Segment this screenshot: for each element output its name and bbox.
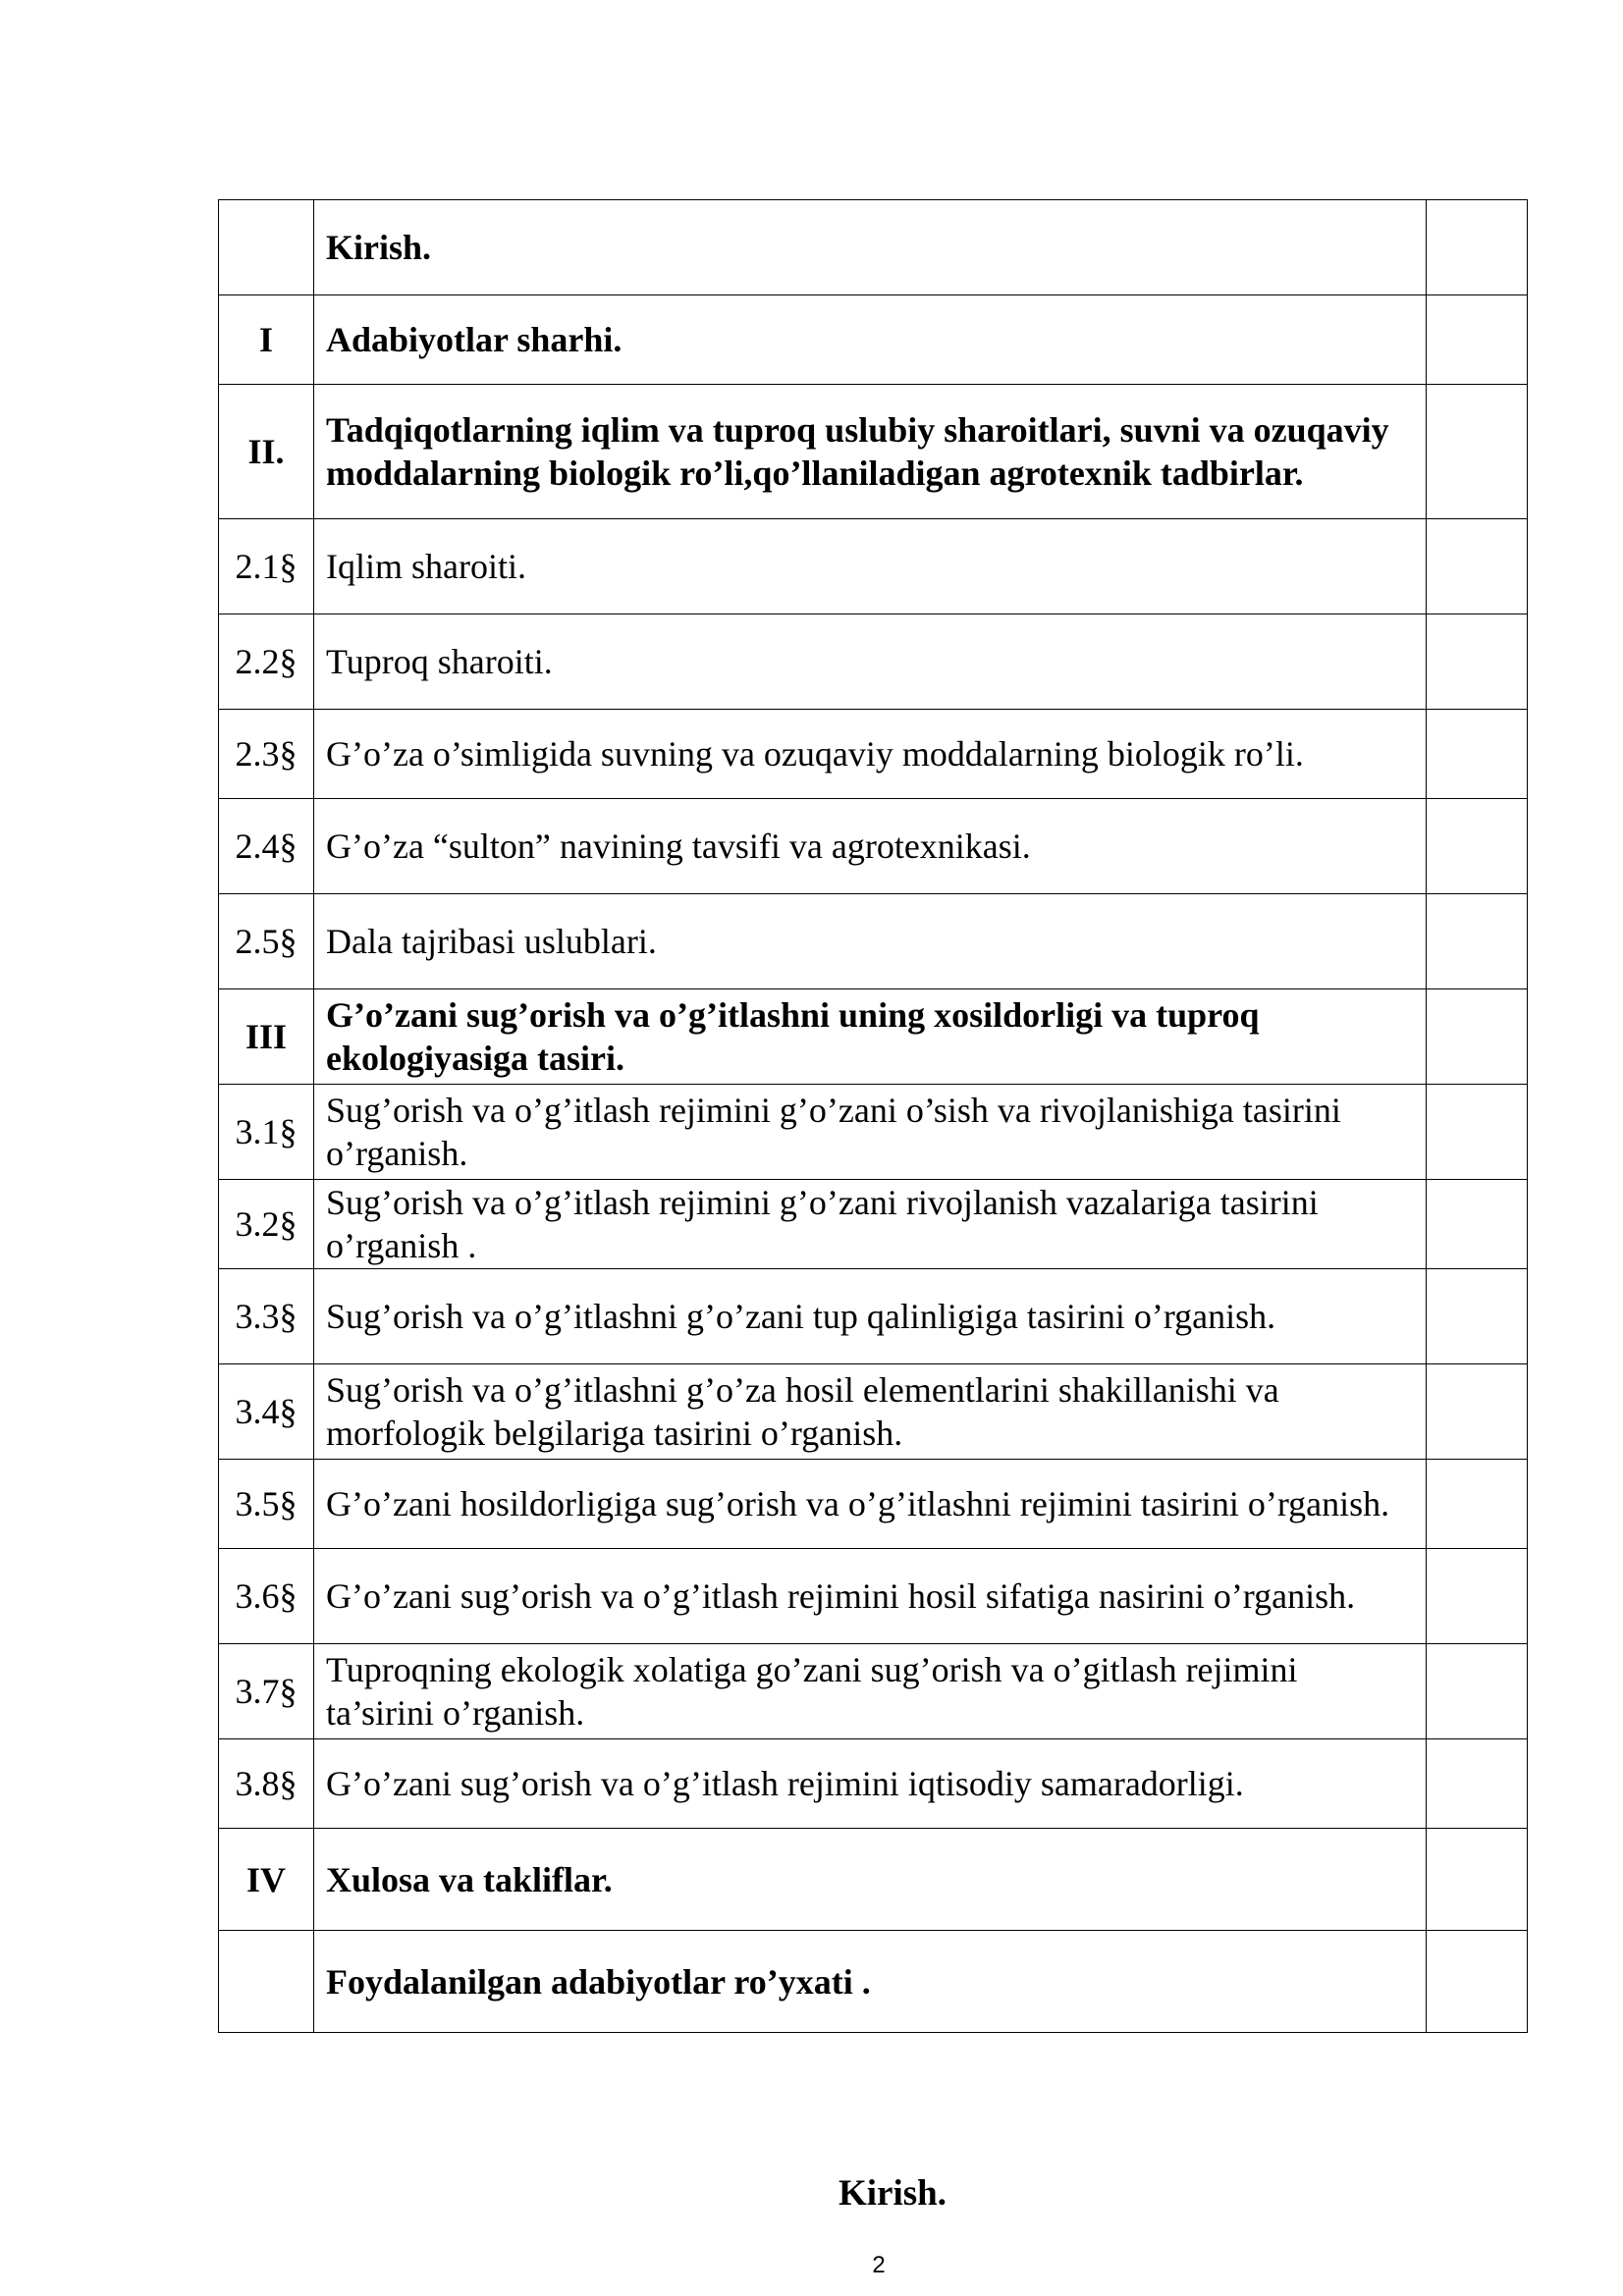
toc-row [219,894,1528,989]
toc-row [219,710,1528,799]
toc-section-number: 3.3§ [219,1269,314,1364]
toc-section-title: Foydalanilgan adabiyotlar ro’yxati . [314,1931,1427,2033]
toc-section-title: G’o’zani hosildorligiga sug’orish va o’g’itlashni rejimini tasirini o’rganish. [314,1460,1427,1549]
toc-section-number: 2.2§ [219,614,314,710]
toc-row [219,1180,1528,1269]
toc-row [219,989,1528,1085]
section-heading: Kirish. [839,2173,947,2214]
toc-page-cell [1427,385,1528,519]
toc-page-cell [1427,614,1528,710]
toc-page-cell [1427,519,1528,614]
toc-page-cell [1427,1829,1528,1931]
toc-section-title: Dala tajribasi uslublari. [314,894,1427,989]
toc-section-title: Sug’orish va o’g’itlash rejimini g’o’zani rivojlanish vazalariga tasirini o’rganish . [314,1180,1427,1269]
toc-row [219,1829,1528,1931]
toc-page-cell [1427,1460,1528,1549]
toc-page-cell [1427,1931,1528,2033]
table-of-contents [218,199,1528,2033]
toc-section-title: G’o’zani sug’orish va o’g’itlash rejimini iqtisodiy samaradorligi. [314,1739,1427,1829]
toc-section-number: 2.5§ [219,894,314,989]
toc-section-title: Kirish. [314,200,1427,295]
toc-section-title: Adabiyotlar sharhi. [314,295,1427,385]
toc-section-title: G’o’zani sug’orish va o’g’itlash rejimini hosil sifatiga nasirini o’rganish. [314,1549,1427,1644]
toc-section-title: Tuproq sharoiti. [314,614,1427,710]
toc-row [219,799,1528,894]
toc-page-cell [1427,1739,1528,1829]
toc-row [219,1549,1528,1644]
toc-section-number: III [219,989,314,1085]
toc-section-number: 2.1§ [219,519,314,614]
toc-section-number: 3.7§ [219,1644,314,1739]
toc-row [219,1644,1528,1739]
toc-page-cell [1427,1269,1528,1364]
toc-section-title: Tuproqning ekologik xolatiga go’zani sug’orish va o’gitlash rejimini ta’sirini o’rganish. [314,1644,1427,1739]
toc-section-title: G’o’za “sulton” navining tavsifi va agrotexnikasi. [314,799,1427,894]
toc-page-cell [1427,799,1528,894]
toc-row [219,1364,1528,1460]
toc-row [219,614,1528,710]
toc-section-title: Sug’orish va o’g’itlashni g’o’zani tup qalinligiga tasirini o’rganish. [314,1269,1427,1364]
toc-section-number [219,200,314,295]
toc-page-cell [1427,200,1528,295]
toc-section-title: Tadqiqotlarning iqlim va tuproq uslubiy sharoitlari, suvni va ozuqaviy moddalarning biologik ro’li,qo’llaniladigan agrotexnik tadbirlar. [314,385,1427,519]
toc-row [219,519,1528,614]
toc-page-cell [1427,710,1528,799]
toc-section-number [219,1931,314,2033]
toc-section-number: 3.5§ [219,1460,314,1549]
toc-row [219,200,1528,295]
toc-page-cell [1427,295,1528,385]
toc-page-cell [1427,1364,1528,1460]
toc-row [219,1739,1528,1829]
toc-row [219,1085,1528,1180]
toc-row [219,385,1528,519]
toc-section-title: G’o’zani sug’orish va o’g’itlashni uning xosildorligi va tuproq ekologiyasiga tasiri. [314,989,1427,1085]
toc-section-title: G’o’za o’simligida suvning va ozuqaviy moddalarning biologik ro’li. [314,710,1427,799]
toc-section-number: II. [219,385,314,519]
toc-section-title: Sug’orish va o’g’itlash rejimini g’o’zani o’sish va rivojlanishiga tasirini o’rganish. [314,1085,1427,1180]
page-number: 2 [872,2252,886,2278]
toc-section-number: 3.6§ [219,1549,314,1644]
toc-section-number: 2.3§ [219,710,314,799]
toc-page-cell [1427,1549,1528,1644]
toc-page-cell [1427,989,1528,1085]
toc-page-cell [1427,894,1528,989]
toc-section-title: Iqlim sharoiti. [314,519,1427,614]
toc-section-title: Xulosa va takliflar. [314,1829,1427,1931]
toc-page-cell [1427,1180,1528,1269]
toc-section-number: I [219,295,314,385]
toc-section-number: 3.1§ [219,1085,314,1180]
toc-section-title: Sug’orish va o’g’itlashni g’o’za hosil elementlarini shakillanishi va morfologik belgilariga tasirini o’rganish. [314,1364,1427,1460]
toc-page-cell [1427,1085,1528,1180]
toc-row [219,295,1528,385]
toc-body [219,200,1528,2033]
toc-section-number: 3.2§ [219,1180,314,1269]
toc-section-number: 3.8§ [219,1739,314,1829]
toc-row [219,1269,1528,1364]
toc-row [219,1931,1528,2033]
toc-section-number: 2.4§ [219,799,314,894]
toc-section-number: IV [219,1829,314,1931]
toc-row [219,1460,1528,1549]
toc-section-number: 3.4§ [219,1364,314,1460]
toc-page-cell [1427,1644,1528,1739]
